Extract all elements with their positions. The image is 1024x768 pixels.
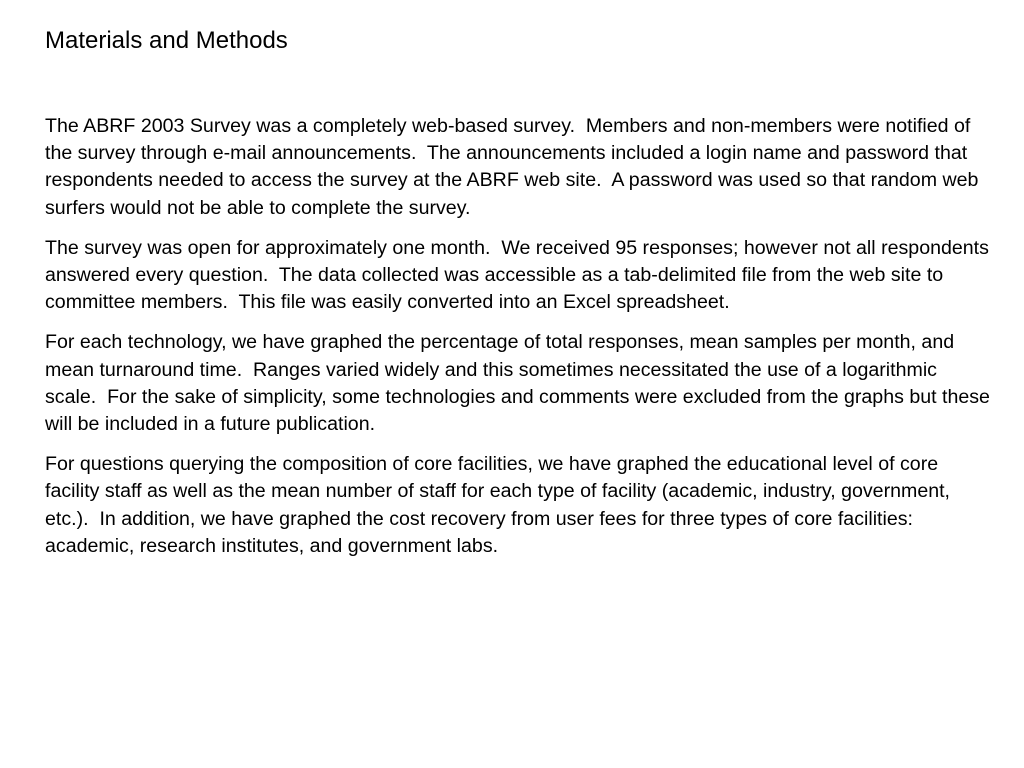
- slide-title: Materials and Methods: [45, 27, 288, 54]
- paragraph-core-facilities: For questions querying the composition of core facilities, we have graphed the educational level of core facility staff as well as the mean number of staff for each type of facility (academic, industry, government, etc.). In addition, we have graphed the cost recovery from user fees for three types of core facilities: academic, research institutes, and government labs.: [45, 453, 956, 557]
- slide-body: [45, 113, 996, 573]
- paragraph-technology-graphs: For each technology, we have graphed the percentage of total responses, mean samples per month, and mean turnaround time. Ranges varied widely and this sometimes necessitated the use of a logarithmic scale. For the sake of simplicity, some technologies and comments were excluded from the graphs but these will be included in a future publication.: [45, 331, 996, 436]
- paragraph-survey-responses: The survey was open for approximately one month. We received 95 responses; however not all respondents answered every question. The data collected was accessible as a tab-delimited file from the web site to committee members. This file was easily converted into an Excel spreadsheet.: [45, 236, 995, 314]
- paragraph-survey-method: The ABRF 2003 Survey was a completely web-based survey. Members and non-members were notified of the survey through e-mail announcements. The announcements included a login name and password that respondents needed to access the survey at the ABRF web site. A password was used so that random web surfers would not be able to complete the survey.: [45, 115, 984, 219]
